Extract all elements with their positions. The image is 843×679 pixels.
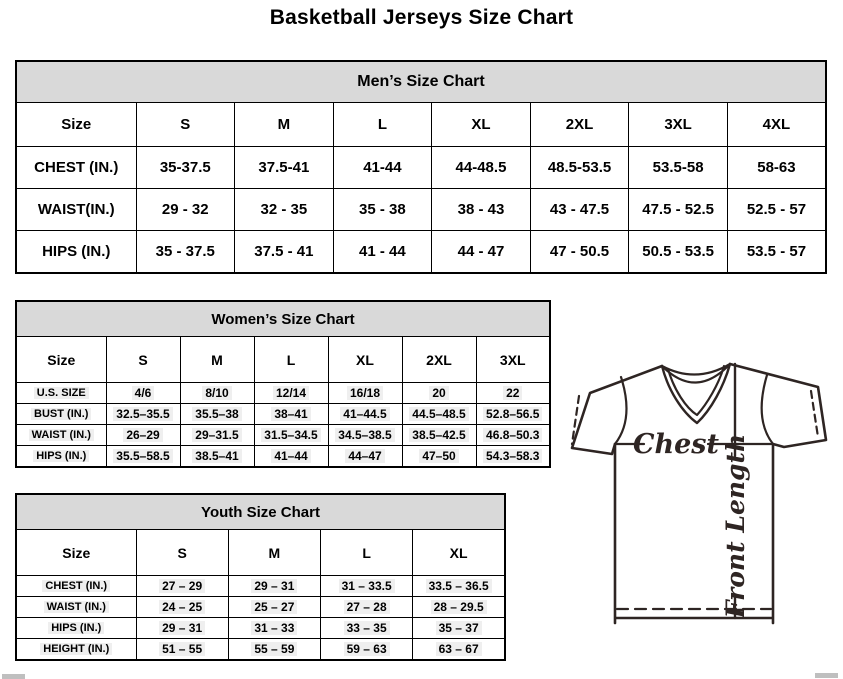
womens-table-row xyxy=(16,425,550,446)
table-cell: 38.5–42.5 xyxy=(402,425,476,446)
table-cell: 53.5-58 xyxy=(629,147,728,189)
chest-label: Chest xyxy=(633,429,719,460)
page-title: Basketball Jerseys Size Chart xyxy=(269,6,574,29)
table-cell: 29–31.5 xyxy=(180,425,254,446)
table-cell: 35 - 37.5 xyxy=(136,231,235,274)
table-cell: 44 - 47 xyxy=(432,231,531,274)
table-cell: 31 – 33 xyxy=(228,618,320,639)
mens-table-row xyxy=(16,189,826,231)
table-cell: 43 - 47.5 xyxy=(530,189,629,231)
row-label: WAIST (IN.) xyxy=(16,597,136,618)
table-cell: 33.5 – 36.5 xyxy=(413,576,505,597)
table-cell: 38.5–41 xyxy=(180,446,254,468)
mens-col-header: M xyxy=(235,103,334,147)
table-cell: 22 xyxy=(476,383,550,404)
youth-col-header: M xyxy=(228,530,320,576)
table-cell: 20 xyxy=(402,383,476,404)
table-cell: 46.8–50.3 xyxy=(476,425,550,446)
womens-chart-title: Women’s Size Chart xyxy=(16,301,550,337)
table-cell: 8/10 xyxy=(180,383,254,404)
table-cell: 50.5 - 53.5 xyxy=(629,231,728,274)
mens-col-header: XL xyxy=(432,103,531,147)
table-cell: 38–41 xyxy=(254,404,328,425)
row-label: WAIST(IN.) xyxy=(16,189,136,231)
table-cell: 32 - 35 xyxy=(235,189,334,231)
jersey-measurement-diagram xyxy=(558,360,843,634)
youth-col-header: L xyxy=(321,530,413,576)
row-label: CHEST (IN.) xyxy=(16,576,136,597)
table-cell: 41-44 xyxy=(333,147,432,189)
youth-col-header: XL xyxy=(413,530,505,576)
table-cell: 44.5–48.5 xyxy=(402,404,476,425)
table-cell: 35.5–58.5 xyxy=(106,446,180,468)
table-cell: 26–29 xyxy=(106,425,180,446)
youth-table-row xyxy=(16,639,505,661)
womens-table-row xyxy=(16,446,550,468)
table-cell: 35.5–38 xyxy=(180,404,254,425)
table-cell: 35-37.5 xyxy=(136,147,235,189)
row-label: HIPS (IN.) xyxy=(16,618,136,639)
table-cell: 24 – 25 xyxy=(136,597,228,618)
table-cell: 48.5-53.5 xyxy=(530,147,629,189)
table-cell: 29 - 32 xyxy=(136,189,235,231)
row-label: HEIGHT (IN.) xyxy=(16,639,136,661)
table-cell: 47–50 xyxy=(402,446,476,468)
row-label: BUST (IN.) xyxy=(16,404,106,425)
row-label: U.S. SIZE xyxy=(16,383,106,404)
table-cell: 41–44.5 xyxy=(328,404,402,425)
youth-size-chart-table xyxy=(15,493,506,661)
table-cell: 25 – 27 xyxy=(228,597,320,618)
mens-size-header: Size xyxy=(16,103,136,147)
youth-col-header: S xyxy=(136,530,228,576)
table-cell: 35 – 37 xyxy=(413,618,505,639)
table-cell: 52.8–56.5 xyxy=(476,404,550,425)
womens-col-header: M xyxy=(180,337,254,383)
table-cell: 47.5 - 52.5 xyxy=(629,189,728,231)
womens-size-header: Size xyxy=(16,337,106,383)
table-cell: 12/14 xyxy=(254,383,328,404)
table-cell: 54.3–58.3 xyxy=(476,446,550,468)
table-cell: 29 – 31 xyxy=(228,576,320,597)
table-cell: 16/18 xyxy=(328,383,402,404)
table-cell: 37.5-41 xyxy=(235,147,334,189)
horizontal-scrollbar-fragment-left[interactable] xyxy=(2,674,25,679)
row-label: WAIST (IN.) xyxy=(16,425,106,446)
womens-table-row xyxy=(16,404,550,425)
table-cell: 41 - 44 xyxy=(333,231,432,274)
horizontal-scrollbar-fragment-right[interactable] xyxy=(815,673,838,678)
mens-col-header: L xyxy=(333,103,432,147)
table-cell: 27 – 28 xyxy=(321,597,413,618)
mens-size-chart-table xyxy=(15,60,827,274)
jersey-armhole-seam-right xyxy=(762,375,773,444)
table-cell: 63 – 67 xyxy=(413,639,505,661)
mens-col-header: 3XL xyxy=(629,103,728,147)
womens-col-header: L xyxy=(254,337,328,383)
jersey-cuff-dashes-right xyxy=(811,391,818,437)
table-cell: 34.5–38.5 xyxy=(328,425,402,446)
row-label: HIPS (IN.) xyxy=(16,231,136,274)
table-cell: 31.5–34.5 xyxy=(254,425,328,446)
table-cell: 35 - 38 xyxy=(333,189,432,231)
row-label: CHEST (IN.) xyxy=(16,147,136,189)
table-cell: 44–47 xyxy=(328,446,402,468)
table-cell: 4/6 xyxy=(106,383,180,404)
womens-col-header: XL xyxy=(328,337,402,383)
table-cell: 28 – 29.5 xyxy=(413,597,505,618)
table-cell: 59 – 63 xyxy=(321,639,413,661)
row-label: HIPS (IN.) xyxy=(16,446,106,468)
womens-col-header: 3XL xyxy=(476,337,550,383)
womens-col-header: S xyxy=(106,337,180,383)
table-cell: 53.5 - 57 xyxy=(727,231,826,274)
table-cell: 47 - 50.5 xyxy=(530,231,629,274)
table-cell: 31 – 33.5 xyxy=(321,576,413,597)
table-cell: 32.5–35.5 xyxy=(106,404,180,425)
jersey-armhole-seam-left xyxy=(615,377,626,444)
table-cell: 44-48.5 xyxy=(432,147,531,189)
table-cell: 51 – 55 xyxy=(136,639,228,661)
table-cell: 27 – 29 xyxy=(136,576,228,597)
table-cell: 52.5 - 57 xyxy=(727,189,826,231)
mens-table-row xyxy=(16,147,826,189)
womens-col-header: 2XL xyxy=(402,337,476,383)
table-cell: 58-63 xyxy=(727,147,826,189)
table-cell: 33 – 35 xyxy=(321,618,413,639)
table-cell: 55 – 59 xyxy=(228,639,320,661)
youth-chart-title: Youth Size Chart xyxy=(16,494,505,530)
front-length-label: Front Length xyxy=(721,433,750,619)
table-cell: 41–44 xyxy=(254,446,328,468)
mens-table-row xyxy=(16,231,826,274)
youth-size-header: Size xyxy=(16,530,136,576)
jersey-collar-inner-v xyxy=(668,366,724,415)
mens-col-header: 4XL xyxy=(727,103,826,147)
youth-table-row xyxy=(16,618,505,639)
table-cell: 38 - 43 xyxy=(432,189,531,231)
table-cell: 37.5 - 41 xyxy=(235,231,334,274)
youth-table-row xyxy=(16,597,505,618)
mens-chart-title: Men’s Size Chart xyxy=(16,61,826,103)
womens-size-chart-table xyxy=(15,300,551,468)
mens-col-header: 2XL xyxy=(530,103,629,147)
womens-table-row xyxy=(16,383,550,404)
table-cell: 29 – 31 xyxy=(136,618,228,639)
youth-table-row xyxy=(16,576,505,597)
mens-col-header: S xyxy=(136,103,235,147)
